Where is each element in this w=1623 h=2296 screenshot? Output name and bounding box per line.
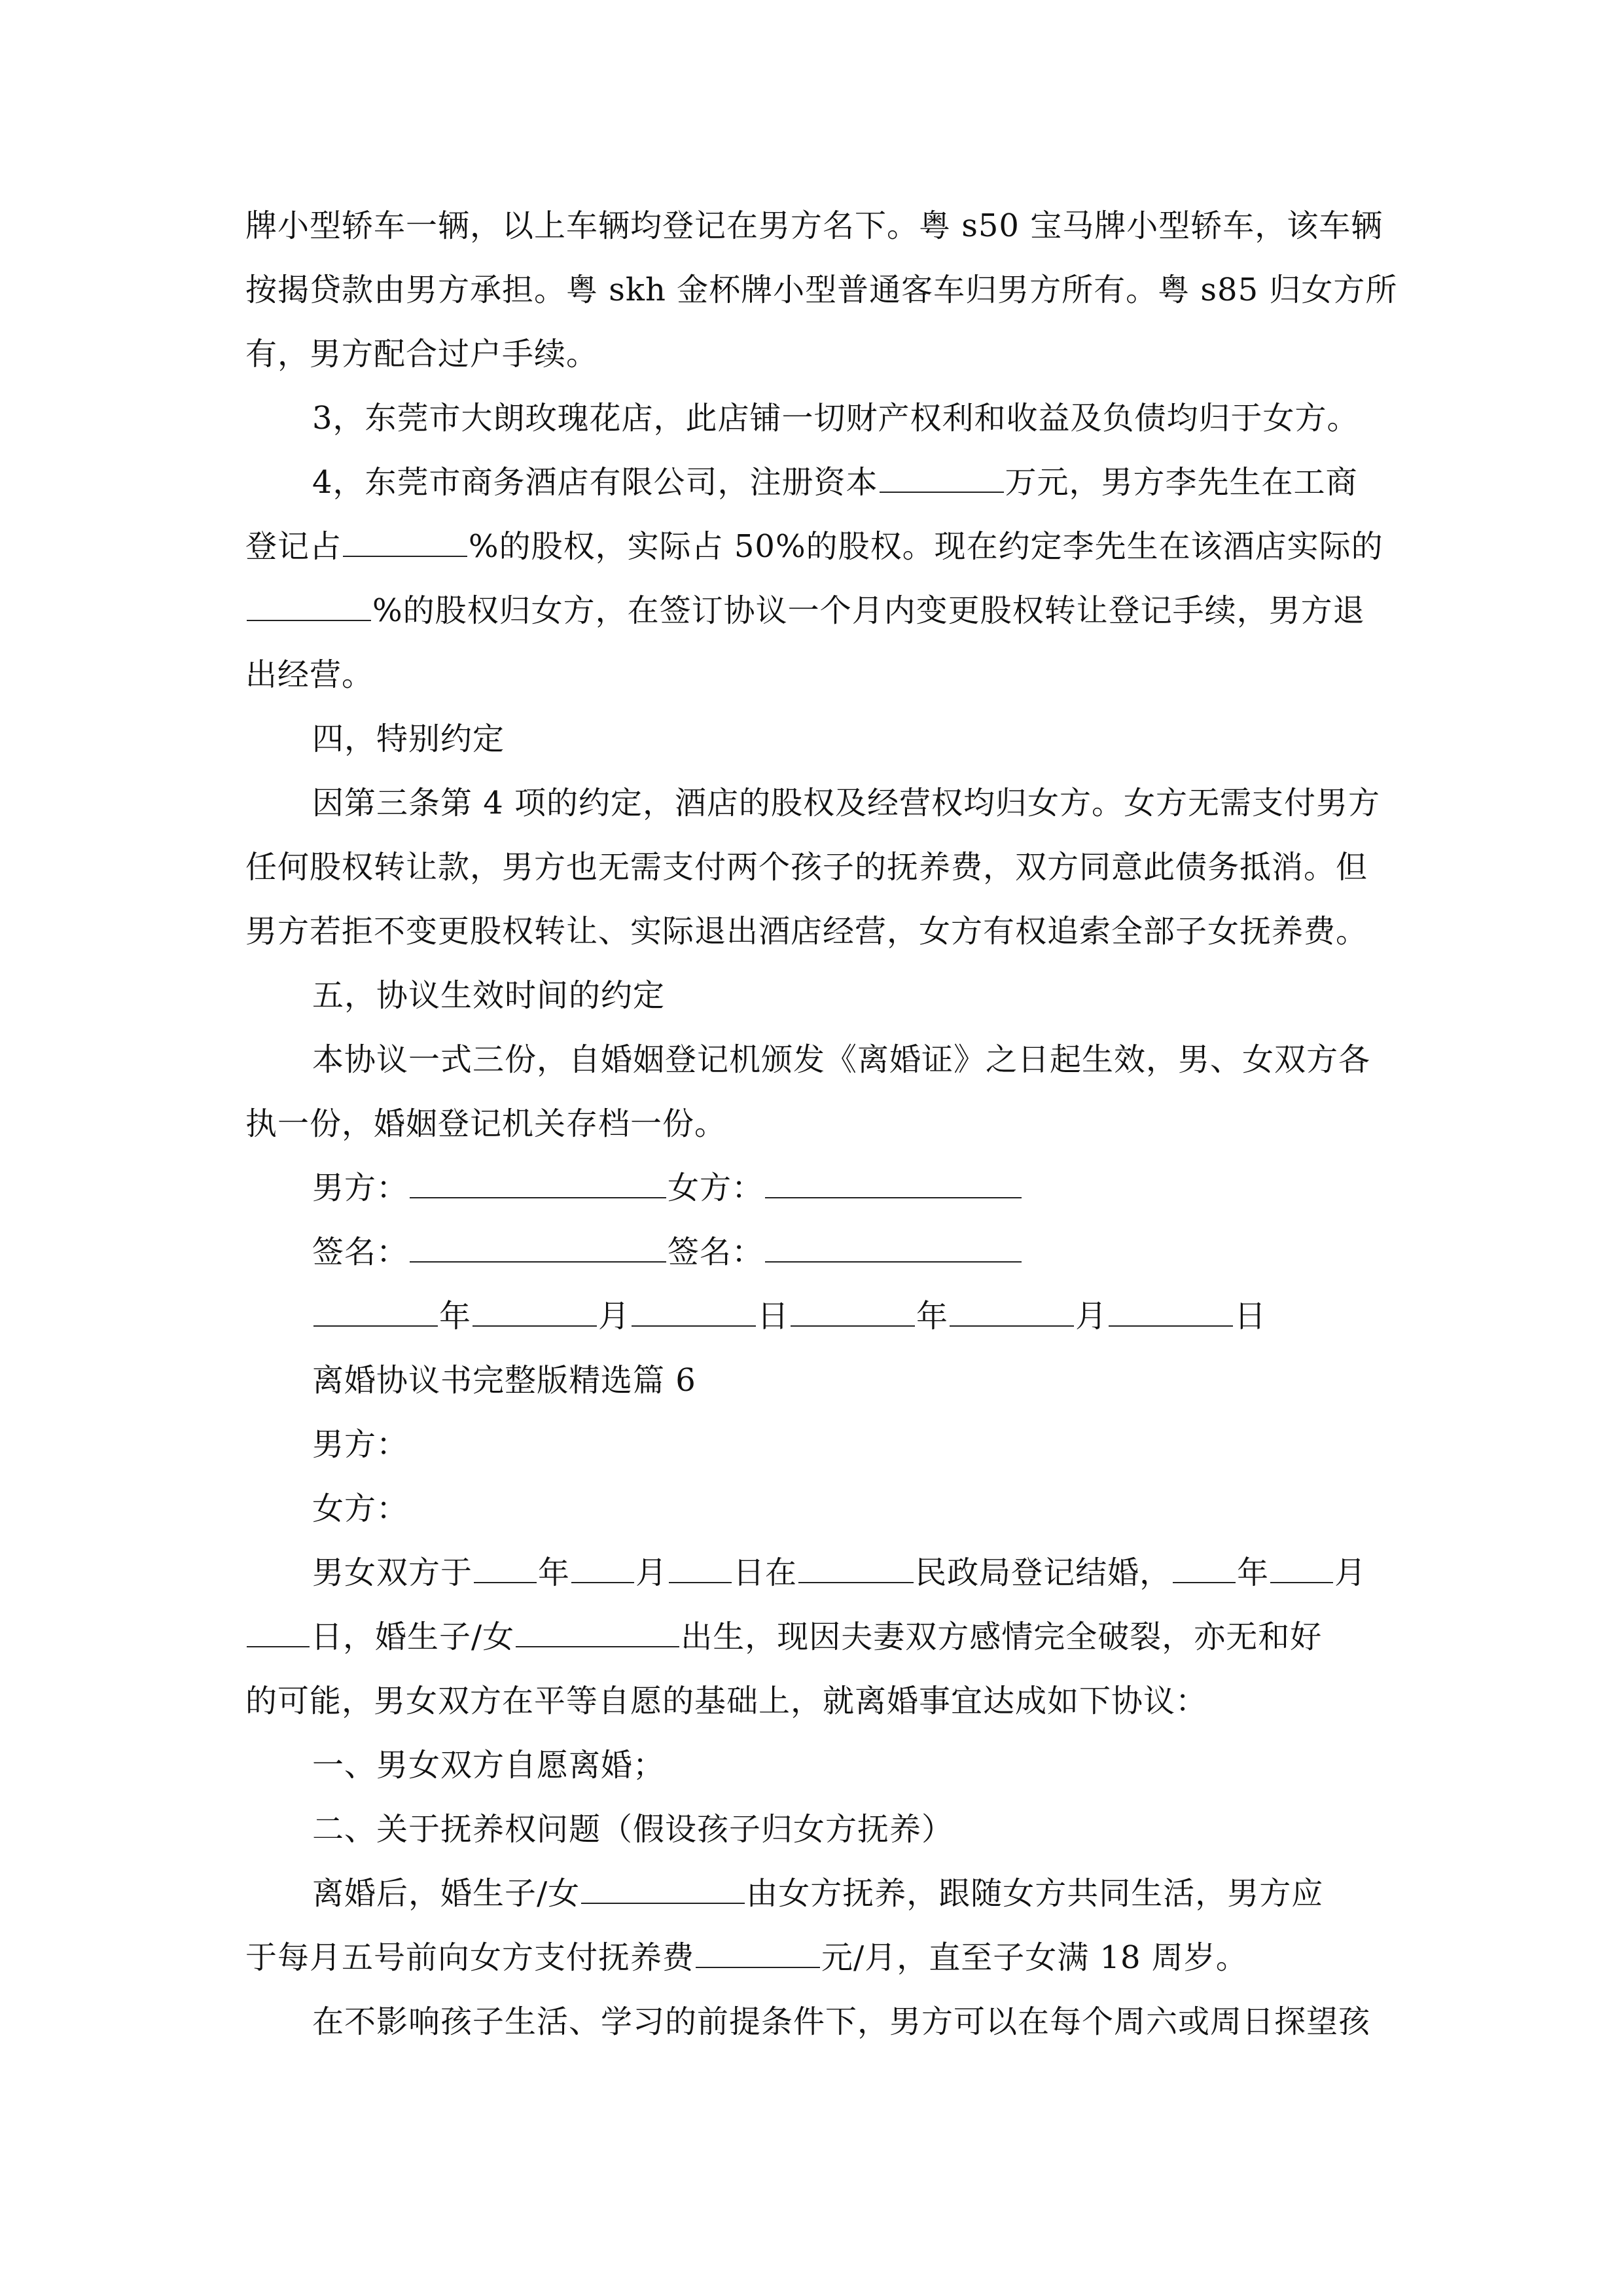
text-segment: 日在 bbox=[733, 1554, 798, 1591]
fill-in-blank[interactable] bbox=[669, 1556, 732, 1583]
day-blank[interactable] bbox=[632, 1299, 756, 1327]
text-segment: 4，东莞市商务酒店有限公司，注册资本 bbox=[312, 464, 878, 501]
text-line: 执一份，婚姻登记机关存档一份。 bbox=[245, 1105, 727, 1142]
year-label: 年 bbox=[439, 1298, 472, 1335]
text-line: 男方若拒不变更股权转让、实际退出酒店经营，女方有权追索全部子女抚养费。 bbox=[245, 913, 1368, 950]
text-line: 3，东莞市大朗玫瑰花店，此店铺一切财产权利和收益及负债均归于女方。 bbox=[312, 400, 1359, 437]
text-segment: 民政局登记结婚， bbox=[915, 1554, 1172, 1591]
document-page bbox=[245, 194, 1398, 2054]
text-line bbox=[245, 579, 1384, 643]
male-signature-blank[interactable] bbox=[410, 1235, 666, 1263]
day-blank[interactable] bbox=[1109, 1299, 1233, 1327]
text-line: 的可能，男女双方在平等自愿的基础上，就离婚事宜达成如下协议： bbox=[245, 1683, 1208, 1719]
fill-in-blank[interactable] bbox=[516, 1620, 679, 1647]
text-line: 按揭贷款由男方承担。粤 skh 金杯牌小型普通客车归男方所有。粤 s85 归女方所 bbox=[245, 272, 1398, 308]
fill-in-blank[interactable] bbox=[696, 1941, 820, 1968]
text-segment: 年 bbox=[538, 1554, 571, 1591]
male-label: 男方： bbox=[312, 1170, 409, 1206]
day-label: 日 bbox=[757, 1298, 790, 1335]
text-line bbox=[245, 514, 1384, 579]
text-segment: 元/月，直至子女满 18 周岁。 bbox=[821, 1939, 1248, 1976]
month-blank[interactable] bbox=[473, 1299, 597, 1327]
text-segment: %的股权，实际占 50%的股权。现在约定李先生在该酒店实际的 bbox=[469, 528, 1383, 565]
fill-in-blank[interactable] bbox=[581, 1876, 745, 1904]
text-segment: 年 bbox=[1237, 1554, 1270, 1591]
text-segment: 离婚后，婚生子/女 bbox=[312, 1875, 580, 1912]
text-line bbox=[245, 1541, 1384, 1605]
section-heading: 五，协议生效时间的约定 bbox=[312, 977, 666, 1014]
male-party-label: 男方： bbox=[312, 1426, 409, 1463]
fill-in-blank[interactable] bbox=[1173, 1556, 1236, 1583]
text-segment: 出生，现因夫妻双方感情完全破裂，亦无和好 bbox=[681, 1619, 1323, 1655]
text-line bbox=[245, 1861, 1384, 1926]
fill-in-blank[interactable] bbox=[798, 1556, 914, 1583]
section-heading: 四，特别约定 bbox=[312, 721, 505, 757]
text-line bbox=[245, 450, 1384, 514]
text-segment: 于每月五号前向女方支付抚养费 bbox=[245, 1939, 695, 1976]
fill-in-blank[interactable] bbox=[571, 1556, 634, 1583]
female-label: 女方： bbox=[668, 1170, 764, 1206]
text-segment: 登记占 bbox=[245, 528, 342, 565]
document-title: 离婚协议书完整版精选篇 6 bbox=[312, 1362, 696, 1399]
month-blank[interactable] bbox=[950, 1299, 1074, 1327]
male-signature-label: 签名： bbox=[312, 1234, 409, 1270]
fill-in-blank[interactable] bbox=[880, 465, 1004, 493]
fill-in-blank[interactable] bbox=[247, 1620, 310, 1647]
text-line: 有，男方配合过户手续。 bbox=[245, 336, 599, 372]
female-signature-label: 签名： bbox=[668, 1234, 764, 1270]
fill-in-blank[interactable] bbox=[247, 594, 371, 621]
text-segment: 日，婚生子/女 bbox=[311, 1619, 515, 1655]
text-line: 本协议一式三份，自婚姻登记机颁发《离婚证》之日起生效，男、女双方各 bbox=[312, 1041, 1371, 1078]
year-blank[interactable] bbox=[791, 1299, 915, 1327]
date-line bbox=[245, 1284, 1384, 1348]
month-label: 月 bbox=[1075, 1298, 1108, 1335]
section-heading: 二、关于抚养权问题（假设孩子归女方抚养） bbox=[312, 1811, 954, 1848]
fill-in-blank[interactable] bbox=[474, 1556, 537, 1583]
text-line bbox=[245, 1605, 1384, 1669]
text-line: 在不影响孩子生活、学习的前提条件下，男方可以在每个周六或周日探望孩 bbox=[312, 2003, 1371, 2040]
text-line bbox=[245, 1926, 1384, 1990]
year-blank[interactable] bbox=[313, 1299, 438, 1327]
month-label: 月 bbox=[598, 1298, 631, 1335]
female-party-label: 女方： bbox=[312, 1490, 409, 1527]
day-label: 日 bbox=[1234, 1298, 1267, 1335]
signature-line bbox=[245, 1220, 1384, 1284]
section-heading: 一、男女双方自愿离婚； bbox=[312, 1747, 666, 1784]
female-signature-blank[interactable] bbox=[765, 1235, 1022, 1263]
text-line: 牌小型轿车一辆，以上车辆均登记在男方名下。粤 s50 宝马牌小型轿车，该车辆 bbox=[245, 207, 1383, 244]
text-segment: 由女方抚养，跟随女方共同生活，男方应 bbox=[746, 1875, 1324, 1912]
text-segment: 月 bbox=[635, 1554, 668, 1591]
text-segment: %的股权归女方，在签订协议一个月内变更股权转让登记手续，男方退 bbox=[372, 592, 1365, 629]
text-line: 任何股权转让款，男方也无需支付两个孩子的抚养费，双方同意此债务抵消。但 bbox=[245, 849, 1368, 886]
male-name-blank[interactable] bbox=[410, 1171, 666, 1198]
text-line: 因第三条第 4 项的约定，酒店的股权及经营权均归女方。女方无需支付男方 bbox=[312, 785, 1381, 821]
text-segment: 月 bbox=[1334, 1554, 1367, 1591]
text-line: 出经营。 bbox=[245, 656, 374, 693]
fill-in-blank[interactable] bbox=[343, 529, 467, 557]
text-segment: 男女双方于 bbox=[312, 1554, 473, 1591]
text-segment: 万元，男方李先生在工商 bbox=[1005, 464, 1358, 501]
fill-in-blank[interactable] bbox=[1270, 1556, 1333, 1583]
signature-line bbox=[245, 1156, 1384, 1220]
female-name-blank[interactable] bbox=[765, 1171, 1022, 1198]
year-label: 年 bbox=[916, 1298, 949, 1335]
